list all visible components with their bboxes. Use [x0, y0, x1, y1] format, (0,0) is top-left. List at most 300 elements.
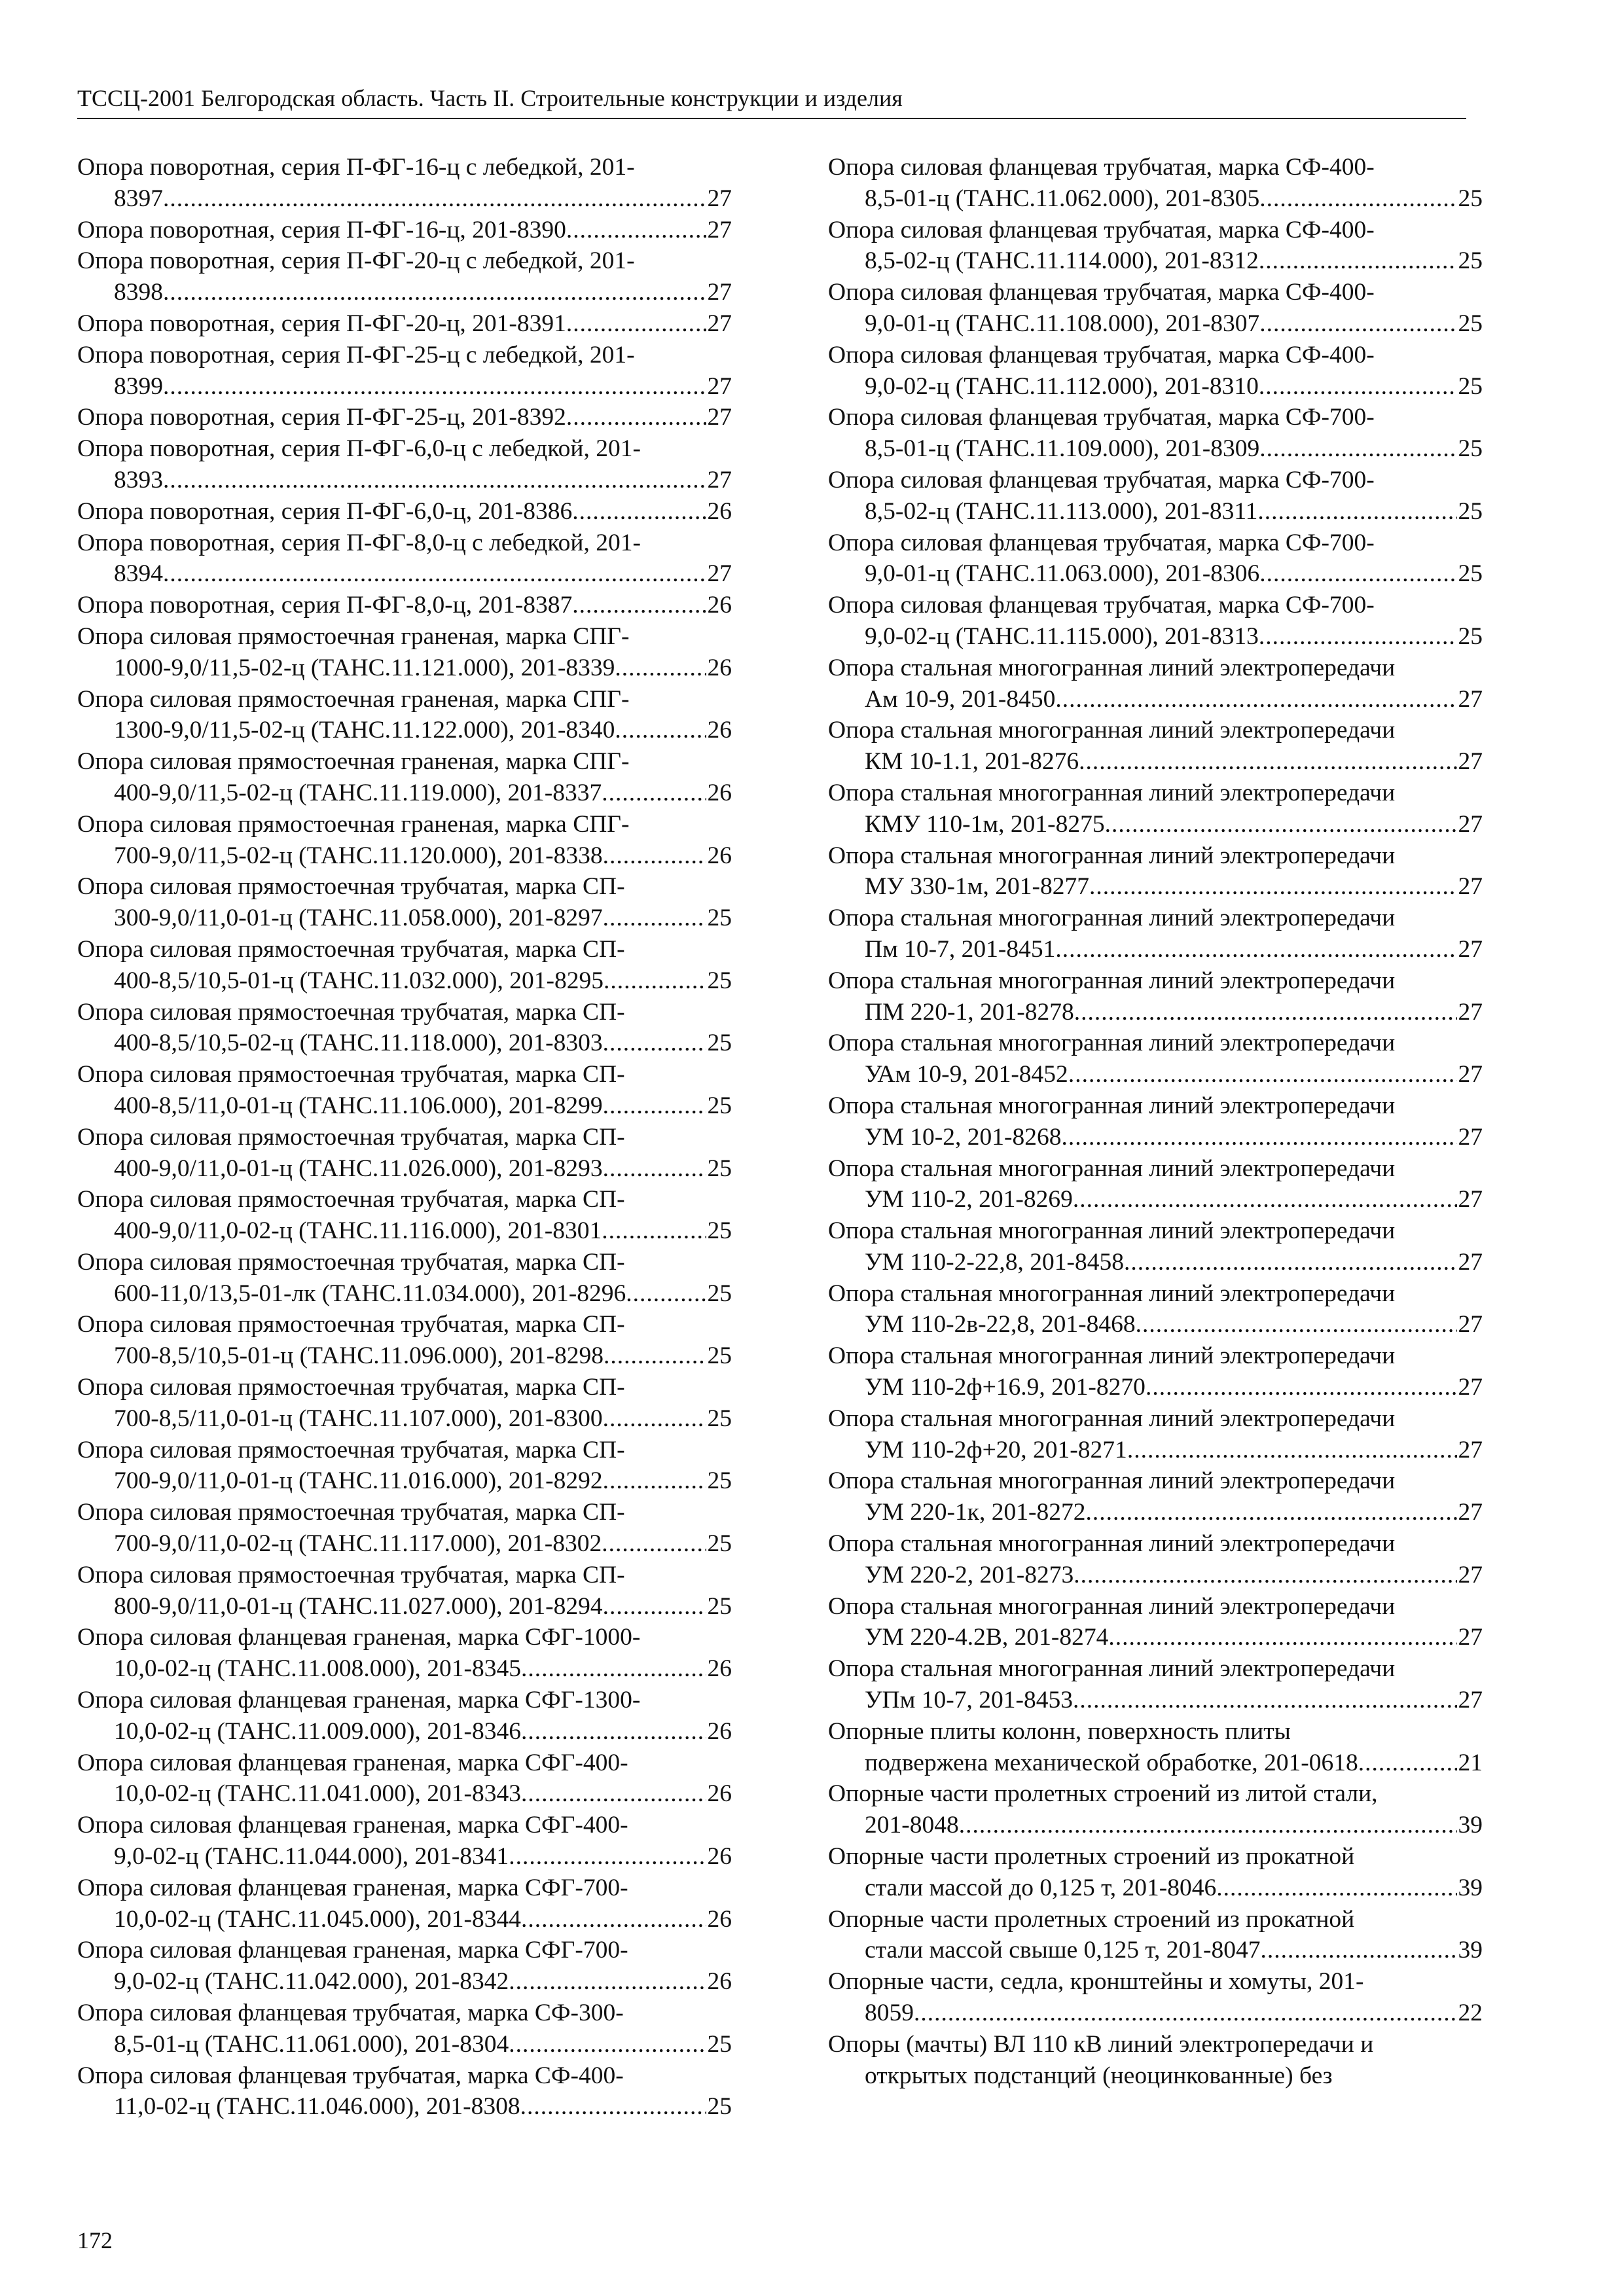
index-entry-page: 25: [707, 905, 732, 932]
index-entry: [828, 1904, 1483, 1967]
index-entry-text: Опора поворотная, серия П-ФГ-8,0-ц, 201-8387: [77, 592, 573, 619]
index-entry-continuation: [77, 715, 732, 746]
index-entry-text: Опора силовая прямостоечная трубчатая, марка СП-: [77, 873, 625, 901]
dot-leader: [1089, 871, 1457, 903]
index-entry-text-cont: 8,5-01-ц (ТАНС.11.109.000), 201-8309: [865, 435, 1260, 463]
index-entry-continuation: [828, 245, 1483, 277]
index-entry-page: 27: [1458, 1499, 1483, 1526]
index-entry-page: 27: [1458, 1061, 1483, 1088]
index-entry-continuation: [828, 308, 1483, 340]
index-entry-text-cont: УПм 10-7, 201-8453: [865, 1687, 1073, 1714]
dot-leader: [1146, 1372, 1457, 1403]
index-entry-text: Опора поворотная, серия П-ФГ-25-ц, 201-8392: [77, 404, 566, 431]
index-entry-continuation: [77, 1090, 732, 1122]
index-entry: [77, 245, 732, 308]
dot-leader: [1136, 1309, 1457, 1340]
index-entry-page: 27: [707, 404, 732, 431]
index-entry: [77, 590, 732, 621]
dot-leader: [1074, 1560, 1456, 1591]
index-entry-text-cont: 700-8,5/11,0-01-ц (ТАНС.11.107.000), 201-8300: [114, 1405, 603, 1432]
index-entry-page: 25: [707, 1155, 732, 1182]
index-entry-text: Опора стальная многогранная линий электропередачи: [828, 967, 1396, 994]
index-entry-continuation: [77, 558, 732, 590]
index-entry-continuation: [77, 1778, 732, 1810]
index-entry-text-cont: КМ 10-1.1, 201-8276: [865, 748, 1079, 776]
dot-leader: [1074, 997, 1457, 1028]
dot-leader: [1259, 183, 1456, 215]
index-entry-continuation: [77, 903, 732, 934]
dot-leader: [1073, 1685, 1457, 1716]
dot-leader: [1260, 1935, 1456, 1966]
index-entry-continuation: [828, 934, 1483, 965]
index-entry-continuation: [77, 840, 732, 872]
index-entry-text: Опора силовая прямостоечная трубчатая, марка СП-: [77, 935, 625, 963]
index-entry-page: 27: [707, 466, 732, 493]
index-entry: [828, 1841, 1483, 1904]
index-entry: [77, 1748, 732, 1810]
index-entry: [828, 277, 1483, 340]
index-entry: [77, 809, 732, 872]
index-entry-text-cont: 600-11,0/13,5-01-лк (ТАНС.11.034.000), 201-8296: [114, 1280, 626, 1307]
index-entry-text-cont: УМ 110-2, 201-8269: [865, 1186, 1073, 1213]
index-entry-text: Опора стальная многогранная линий электропередачи: [828, 1655, 1396, 1683]
index-entry: [77, 1059, 732, 1122]
index-entry-continuation: [828, 684, 1483, 715]
index-entry: [77, 1873, 732, 1935]
dot-leader: [603, 840, 706, 872]
index-entry-text: Опора силовая прямостоечная трубчатая, марка СП-: [77, 1561, 625, 1588]
index-entry-line: [77, 308, 732, 340]
index-entry-text: Опора силовая фланцевая трубчатая, марка СФ-700-: [828, 529, 1375, 556]
index-entry-text: Опора силовая фланцевая граненая, марка СФГ-1000-: [77, 1624, 641, 1651]
index-entry-text: Опора стальная многогранная линий электропередачи: [828, 1592, 1396, 1620]
index-entry-continuation: [77, 1465, 732, 1497]
dot-leader: [509, 1841, 706, 1873]
index-entry: [77, 402, 732, 433]
index-entry-continuation: [828, 1497, 1483, 1528]
index-entry: [77, 2060, 732, 2123]
index-entry-line: [77, 496, 732, 528]
dot-leader: [1055, 934, 1456, 965]
dot-leader: [914, 1998, 1457, 2029]
index-entry-text-cont: 8399: [114, 372, 163, 400]
dot-leader: [604, 965, 706, 997]
index-entry-text: Опора силовая прямостоечная граненая, марка СПГ-: [77, 685, 630, 713]
index-entry-continuation: [77, 371, 732, 403]
index-entry-text-cont: 400-9,0/11,0-01-ц (ТАНС.11.026.000), 201-8293: [114, 1155, 603, 1182]
index-entry-page: 27: [1458, 1123, 1483, 1151]
index-entry-page: 25: [707, 1030, 732, 1057]
index-entry-continuation: [828, 1122, 1483, 1153]
index-entry-text-cont: подвержена механической обработке, 201-0618: [865, 1749, 1358, 1776]
dot-leader: [1085, 1497, 1456, 1528]
index-entry-text-cont: 10,0-02-ц (ТАНС.11.008.000), 201-8345: [114, 1655, 521, 1683]
index-entry-continuation: [77, 1028, 732, 1059]
index-entry: [77, 215, 732, 246]
index-entry-text: Опора поворотная, серия П-ФГ-25-ц с лебедкой, 201-: [77, 341, 635, 368]
index-entry-text-cont: 8,5-01-ц (ТАНС.11.061.000), 201-8304: [114, 2030, 509, 2058]
index-entry-page: 25: [1458, 622, 1483, 650]
index-entry-continuation: [828, 1059, 1483, 1090]
dot-leader: [521, 1778, 706, 1810]
index-entry: [77, 934, 732, 997]
index-entry: [77, 746, 732, 809]
index-entry: [77, 433, 732, 496]
index-entry-continuation: [828, 1247, 1483, 1278]
index-entry-text: Опора стальная многогранная линий электропередачи: [828, 905, 1396, 932]
dot-leader: [626, 1278, 706, 1310]
index-entry-text-cont: 8,5-02-ц (ТАНС.11.114.000), 201-8312: [865, 247, 1259, 275]
index-entry: [828, 1403, 1483, 1466]
index-entry-text: Опора силовая фланцевая трубчатая, марка СФ-400-: [77, 2062, 624, 2089]
dot-leader: [602, 1215, 706, 1247]
index-entry-text-cont: УМ 110-2ф+20, 201-8271: [865, 1436, 1127, 1463]
index-entry-text: Опора силовая прямостоечная граненая, марка СПГ-: [77, 748, 630, 776]
index-entry-text: Опора стальная многогранная линий электропередачи: [828, 1405, 1396, 1432]
index-entry-text: Опора стальная многогранная линий электропередачи: [828, 654, 1396, 681]
index-entry-text: Опора силовая фланцевая трубчатая, марка СФ-400-: [828, 279, 1375, 306]
index-entry-text: Опора поворотная, серия П-ФГ-6,0-ц, 201-8386: [77, 497, 573, 525]
dot-leader: [521, 1716, 706, 1748]
index-entry-page: 25: [707, 1342, 732, 1370]
index-entry-text-cont: УМ 110-2ф+16.9, 201-8270: [865, 1374, 1146, 1401]
index-entry-continuation: [77, 1278, 732, 1310]
index-entry-page: 27: [707, 560, 732, 588]
index-entry-text-cont: 700-9,0/11,0-02-ц (ТАНС.11.117.000), 201-8302: [114, 1530, 602, 1558]
index-entry: [77, 1685, 732, 1748]
page-number: 172: [77, 2227, 113, 2253]
dot-leader: [1073, 1184, 1457, 1215]
dot-leader: [603, 1028, 706, 1059]
dot-leader: [509, 1966, 706, 1998]
index-entry: [828, 528, 1483, 590]
index-entry-continuation: [77, 465, 732, 496]
index-entry-page: 27: [707, 279, 732, 306]
index-entry-page: 25: [707, 1092, 732, 1119]
index-entry: [77, 1560, 732, 1623]
index-entry-continuation: [828, 1810, 1483, 1841]
index-entry-text: Опора силовая фланцевая трубчатая, марка СФ-400-: [828, 216, 1375, 243]
index-entry-page: 27: [1458, 1687, 1483, 1714]
index-entry-text: Опора силовая прямостоечная граненая, марка СПГ-: [77, 622, 630, 650]
index-entry-page: 27: [707, 185, 732, 212]
index-entry-page: 25: [1458, 372, 1483, 400]
dot-leader: [1055, 684, 1456, 715]
index-entry-page: 26: [707, 1717, 732, 1745]
index-entry-text-cont: 9,0-02-ц (ТАНС.11.115.000), 201-8313: [865, 622, 1259, 650]
dot-leader: [1259, 433, 1456, 465]
dot-leader: [603, 903, 706, 934]
index-entry: [77, 1184, 732, 1247]
index-entry-text-cont: 10,0-02-ц (ТАНС.11.045.000), 201-8344: [114, 1905, 521, 1933]
dot-leader: [566, 308, 706, 340]
index-entry-line: [77, 215, 732, 246]
index-entry-page: 26: [707, 1905, 732, 1933]
index-entry-text-cont: 8393: [114, 466, 163, 493]
index-entry-continuation: [77, 1340, 732, 1372]
index-entry-text: Опора поворотная, серия П-ФГ-20-ц с лебедкой, 201-: [77, 247, 635, 275]
index-entry-text: Опора силовая прямостоечная трубчатая, марка СП-: [77, 1248, 625, 1276]
index-entry-text-cont: 9,0-02-ц (ТАНС.11.044.000), 201-8341: [114, 1843, 509, 1871]
index-entry-page: 25: [707, 1405, 732, 1432]
index-entry: [828, 465, 1483, 528]
index-entry: [828, 2029, 1483, 2092]
index-entry-continuation: [828, 558, 1483, 590]
index-entry-page: 39: [1458, 1812, 1483, 1839]
index-entry-text: Опора силовая фланцевая граненая, марка СФГ-700-: [77, 1874, 628, 1901]
index-entry-page: 25: [1458, 247, 1483, 275]
index-entry: [828, 965, 1483, 1028]
index-entry-continuation: [828, 621, 1483, 653]
index-entry-text-cont: 8397: [114, 185, 163, 212]
index-entry-text: Опорные части пролетных строений из прокатной: [828, 1905, 1355, 1933]
dot-leader: [1105, 809, 1457, 840]
index-entry-continuation: [77, 1591, 732, 1623]
index-entry-continuation: [77, 965, 732, 997]
dot-leader: [1259, 308, 1456, 340]
index-entry-text-cont: 8,5-02-ц (ТАНС.11.113.000), 201-8311: [865, 497, 1258, 525]
dot-leader: [603, 1090, 706, 1122]
index-entry: [828, 715, 1483, 778]
index-entry-text: Опора стальная многогранная линий электропередачи: [828, 779, 1396, 806]
index-entry-text-cont: 9,0-02-ц (ТАНС.11.112.000), 201-8310: [865, 372, 1259, 400]
index-entry-continuation: [77, 1215, 732, 1247]
index-entry-text-cont: Ам 10-9, 201-8450: [865, 685, 1056, 713]
dot-leader: [163, 465, 706, 496]
index-entry-page: 27: [1458, 748, 1483, 776]
index-entry: [77, 308, 732, 340]
index-column-right: [828, 152, 1483, 2091]
index-entry-text: Опора силовая прямостоечная трубчатая, марка СП-: [77, 1311, 625, 1338]
index-entry-text-cont: 400-9,0/11,5-02-ц (ТАНС.11.119.000), 201-8337: [114, 779, 602, 806]
index-entry: [828, 1778, 1483, 1841]
dot-leader: [1124, 1247, 1457, 1278]
index-entry-continuation: [828, 183, 1483, 215]
index-entry-text-cont: УМ 10-2, 201-8268: [865, 1123, 1062, 1151]
index-entry: [828, 402, 1483, 465]
dot-leader: [572, 590, 706, 621]
index-entry: [77, 1998, 732, 2060]
index-entry-text: Опора силовая прямостоечная трубчатая, марка СП-: [77, 1374, 625, 1401]
index-entry-page: 26: [707, 654, 732, 681]
index-entry: [77, 1935, 732, 1998]
index-entry-page: 27: [1458, 685, 1483, 713]
index-entry: [77, 621, 732, 684]
index-entry-text-cont: 400-8,5/11,0-01-ц (ТАНС.11.106.000), 201-8299: [114, 1092, 603, 1119]
index-entry-text: Опора поворотная, серия П-ФГ-20-ц, 201-8391: [77, 310, 566, 337]
index-entry: [828, 903, 1483, 965]
index-entry-text-cont: Пм 10-7, 201-8451: [865, 935, 1056, 963]
index-entry: [828, 215, 1483, 278]
index-entry: [828, 1966, 1483, 2029]
index-entry-text-cont: УМ 220-4.2В, 201-8274: [865, 1624, 1109, 1651]
index-entry-text: Опора силовая прямостоечная трубчатая, марка СП-: [77, 1061, 625, 1088]
index-entry-text-cont: УМ 220-2, 201-8273: [865, 1561, 1074, 1588]
index-entry-text: Опора силовая фланцевая граненая, марка СФГ-400-: [77, 1812, 628, 1839]
running-header: ТССЦ-2001 Белгородская область. Часть II. Строительные конструкции и изделия: [77, 84, 1466, 119]
index-entry-continuation: [828, 371, 1483, 403]
index-entry-text: Опора силовая фланцевая граненая, марка СФГ-400-: [77, 1749, 628, 1776]
index-entry-page: 21: [1458, 1749, 1483, 1776]
index-entry-page: 27: [1458, 1561, 1483, 1588]
index-entry-text: Опора стальная многогранная линий электропередачи: [828, 1280, 1396, 1307]
index-entry: [828, 1465, 1483, 1528]
dot-leader: [1127, 1435, 1457, 1466]
index-entry-page: 26: [707, 592, 732, 619]
dot-leader: [1259, 621, 1457, 653]
index-entry-line: [77, 590, 732, 621]
index-entry-continuation: [828, 746, 1483, 778]
index-entry-page: 39: [1458, 1937, 1483, 1964]
index-entry-page: 25: [1458, 560, 1483, 588]
index-entry-continuation: [828, 1685, 1483, 1716]
index-entry-continuation: [77, 653, 732, 684]
index-entry-text-cont: стали массой свыше 0,125 т, 201-8047: [865, 1937, 1261, 1964]
dot-leader: [163, 558, 706, 590]
index-entry-text: Опора силовая фланцевая трубчатая, марка СФ-700-: [828, 404, 1375, 431]
dot-leader: [566, 402, 706, 433]
index-entry: [828, 1653, 1483, 1716]
index-entry-page: 25: [1458, 497, 1483, 525]
index-column-left: [77, 152, 732, 2123]
index-entry-text: Опора стальная многогранная линий электропередачи: [828, 1342, 1396, 1370]
index-entry-text: Опорные части, седла, кронштейны и хомуты, 201-: [828, 1968, 1364, 1996]
index-entry-text-cont: 1300-9,0/11,5-02-ц (ТАНС.11.122.000), 201-8340: [114, 717, 615, 744]
index-entry-text: Опора силовая фланцевая трубчатая, марка СФ-400-: [828, 341, 1375, 368]
index-entry: [77, 1372, 732, 1435]
index-entry-continuation: [828, 1372, 1483, 1403]
index-entry-page: 25: [707, 2030, 732, 2058]
index-entry-text: Опора стальная многогранная линий электропередачи: [828, 842, 1396, 869]
index-entry-text: Опора поворотная, серия П-ФГ-6,0-ц с лебедкой, 201-: [77, 435, 641, 463]
index-entry-continuation: [828, 871, 1483, 903]
index-entry-continuation: [828, 2060, 1483, 2092]
index-entry-page: 26: [707, 1843, 732, 1871]
index-entry-continuation: [77, 183, 732, 215]
dot-leader: [572, 496, 706, 528]
index-entry-text-cont: 700-9,0/11,5-02-ц (ТАНС.11.120.000), 201-8338: [114, 842, 603, 869]
index-entry-text: Опора стальная многогранная линий электропередачи: [828, 1217, 1396, 1245]
index-entry-page: 26: [707, 1780, 732, 1808]
index-entry: [828, 590, 1483, 653]
index-entry-page: 27: [707, 216, 732, 243]
index-entry-page: 27: [1458, 1374, 1483, 1401]
index-entry-page: 22: [1458, 2000, 1483, 2027]
dot-leader: [615, 715, 706, 746]
dot-leader: [1068, 1059, 1457, 1090]
index-entry-text-cont: 8,5-01-ц (ТАНС.11.062.000), 201-8305: [865, 185, 1260, 212]
index-entry: [828, 778, 1483, 840]
index-entry-text-cont: УМ 110-2в-22,8, 201-8468: [865, 1311, 1136, 1338]
index-entry-page: 25: [1458, 435, 1483, 463]
index-entry: [828, 653, 1483, 715]
index-entry-continuation: [77, 778, 732, 809]
index-entry-text-cont: 800-9,0/11,0-01-ц (ТАНС.11.027.000), 201-8294: [114, 1592, 603, 1620]
dot-leader: [163, 277, 706, 308]
dot-leader: [603, 1591, 706, 1623]
dot-leader: [603, 1465, 706, 1497]
index-entry-text: Опора поворотная, серия П-ФГ-16-ц с лебедкой, 201-: [77, 154, 635, 181]
index-entry-text: Опора стальная многогранная линий электропередачи: [828, 1530, 1396, 1558]
index-entry-continuation: [77, 2029, 732, 2060]
index-entry: [828, 1278, 1483, 1341]
index-entry: [77, 684, 732, 747]
index-entry: [77, 1497, 732, 1560]
index-entry-page: 26: [707, 779, 732, 806]
index-entry-text: Опора силовая прямостоечная трубчатая, марка СП-: [77, 1123, 625, 1151]
index-entry-page: 25: [1458, 310, 1483, 337]
dot-leader: [602, 778, 706, 809]
index-entry-text-cont: 700-9,0/11,0-01-ц (ТАНС.11.016.000), 201-8292: [114, 1467, 603, 1495]
index-entry: [77, 1622, 732, 1685]
index-entry-text: Опора стальная многогранная линий электропередачи: [828, 1030, 1396, 1057]
index-entry-page: 27: [1458, 1624, 1483, 1651]
index-entry-text: Опорные части пролетных строений из прокатной: [828, 1843, 1355, 1871]
index-entry-text-cont: МУ 330-1м, 201-8277: [865, 873, 1089, 901]
index-entry-text: Опора стальная многогранная линий электропередачи: [828, 717, 1396, 744]
index-entry-continuation: [828, 1748, 1483, 1779]
dot-leader: [163, 371, 706, 403]
index-entry: [828, 1090, 1483, 1153]
index-entry-continuation: [77, 1528, 732, 1560]
index-entry-continuation: [77, 1841, 732, 1873]
index-entry-text-cont: 11,0-02-ц (ТАНС.11.046.000), 201-8308: [114, 2093, 520, 2121]
dot-leader: [603, 1403, 706, 1435]
index-entry-text: Опора стальная многогранная линий электропередачи: [828, 1155, 1396, 1182]
index-entry: [77, 997, 732, 1060]
index-entry-page: 26: [707, 717, 732, 744]
index-entry-text-cont: 700-8,5/10,5-01-ц (ТАНС.11.096.000), 201-8298: [114, 1342, 604, 1370]
dot-leader: [615, 653, 706, 684]
index-entry-page: 26: [707, 1968, 732, 1996]
index-entry-text-cont: открытых подстанций (неоцинкованные) без: [865, 2062, 1333, 2089]
dot-leader: [1259, 245, 1457, 277]
index-entry-page: 27: [1458, 935, 1483, 963]
index-entry-page: 27: [1458, 1436, 1483, 1463]
dot-leader: [1108, 1622, 1456, 1653]
dot-leader: [566, 215, 706, 246]
index-entry-text-cont: УАм 10-9, 201-8452: [865, 1061, 1068, 1088]
index-entry: [828, 1340, 1483, 1403]
index-entry-text-cont: УМ 220-1к, 201-8272: [865, 1499, 1086, 1526]
index-entry: [77, 1122, 732, 1185]
index-entry-continuation: [828, 997, 1483, 1028]
index-entry-page: 27: [1458, 873, 1483, 901]
index-entry-continuation: [77, 1716, 732, 1748]
index-entry: [828, 152, 1483, 215]
index-entry-text: Опора силовая фланцевая трубчатая, марка СФ-300-: [77, 2000, 624, 2027]
index-entry-continuation: [828, 1998, 1483, 2029]
index-entry-continuation: [828, 496, 1483, 528]
dot-leader: [1259, 558, 1456, 590]
index-entry-text-cont: УМ 110-2-22,8, 201-8458: [865, 1248, 1124, 1276]
index-entry-text-cont: 300-9,0/11,0-01-ц (ТАНС.11.058.000), 201-8297: [114, 905, 603, 932]
index-entry: [828, 1591, 1483, 1654]
index-entry-text: Опорные плиты колонн, поверхность плиты: [828, 1717, 1291, 1745]
index-entry-page: 26: [707, 1655, 732, 1683]
index-entry-text: Опора силовая прямостоечная трубчатая, марка СП-: [77, 1436, 625, 1463]
index-entry-text-cont: 9,0-01-ц (ТАНС.11.108.000), 201-8307: [865, 310, 1260, 337]
index-entry-text: Опора силовая фланцевая граненая, марка СФГ-700-: [77, 1937, 628, 1964]
index-entry-continuation: [828, 1622, 1483, 1653]
index-entry: [77, 152, 732, 215]
dot-leader: [604, 1340, 706, 1372]
index-entry-text-cont: 1000-9,0/11,5-02-ц (ТАНС.11.121.000), 201-8339: [114, 654, 615, 681]
index-entry-page: 25: [707, 1530, 732, 1558]
index-entry: [828, 1028, 1483, 1090]
index-entry-page: 27: [1458, 1311, 1483, 1338]
index-entry-text-cont: 201-8048: [865, 1812, 959, 1839]
